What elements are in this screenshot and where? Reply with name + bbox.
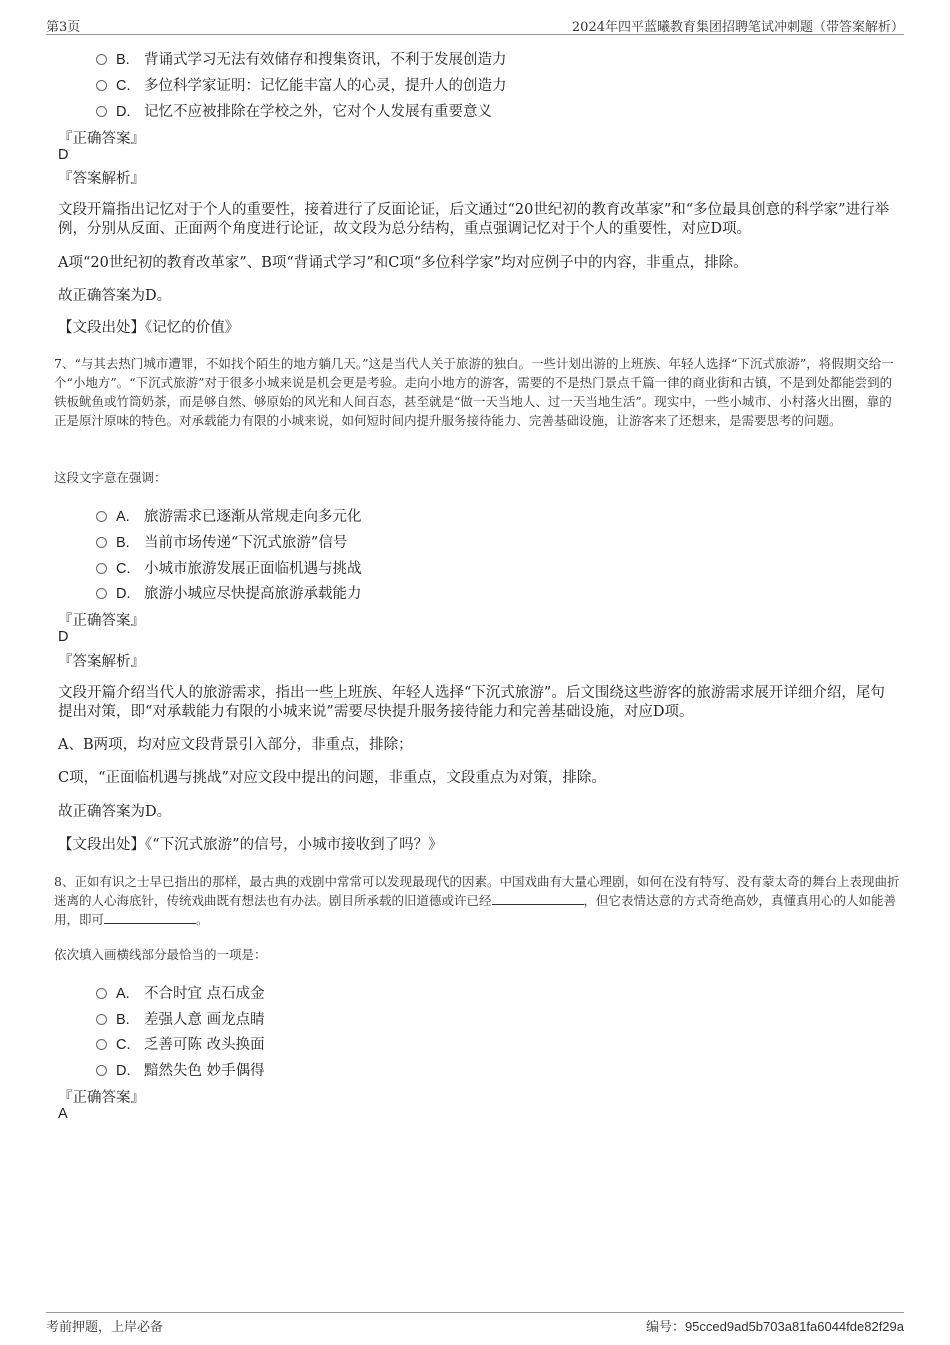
q8-option-c[interactable]: C. 乏善可陈 改头换面 [96, 1033, 265, 1054]
q7-option-d[interactable]: D. 旅游小城应尽快提高旅游承载能力 [96, 582, 362, 603]
document-title: 2024年四平蓝曦教育集团招聘笔试冲刺题（带答案解析） [571, 20, 904, 35]
radio-icon[interactable] [96, 80, 107, 91]
q7-source: 【文段出处】《“下沉式旅游”的信号，小城市接收到了吗？》 [58, 837, 443, 853]
q6-source: 【文段出处】《记忆的价值》 [58, 320, 240, 336]
q6-analysis-p3: 故正确答案为D。 [58, 288, 172, 304]
q7-analysis-p2: A、B两项，均对应文段背景引入部分，非重点，排除； [58, 737, 413, 753]
q6-analysis-p1: 文段开篇指出记忆对于个人的重要性，接着进行了反面论证，后文通过“20世纪初的教育改革家”和“多位最具创意的科学家”进行举例，分别从反面、正面两个角度进行论证，故文段为总分结构，重点强调记忆对于个人的重要性，对应D项。 [58, 202, 890, 237]
radio-icon[interactable] [96, 106, 107, 117]
q8-answer: A [58, 1106, 68, 1122]
q7-answer-label: 『正确答案』 [58, 613, 145, 629]
q6-answer: D [58, 147, 69, 163]
fill-blank-1[interactable] [492, 892, 584, 905]
radio-icon[interactable] [96, 1039, 107, 1050]
page-number: 第3页 [46, 20, 81, 35]
footer-slogan: 考前押题，上岸必备 [46, 1320, 164, 1335]
q6-analysis-label: 『答案解析』 [58, 171, 145, 187]
q7-analysis-p1: 文段开篇介绍当代人的旅游需求，指出一些上班族、年轻人选择“下沉式旅游”。后文围绕这些游客的旅游需求展开详细介绍，尾句提出对策，即“对承载能力有限的小城来说”需要尽快提升服务接待能力和完善基础设施，对应D项。 [58, 685, 885, 720]
q7-question: 7、“与其去热门城市遭罪，不如找个陌生的地方躺几天。”这是当代人关于旅游的独白。一些计划出游的上班族、年轻人选择“下沉式旅游”，将假期交给一个“小地方”。“下沉式旅游”对于很多小城来说是机会更是考验。走向小地方的游客，需要的不是热门景点千篇一律的商业街和古镇，不是到处都能尝到的铁板鱿鱼或竹筒奶茶，而是够自然、够原始的风光和人间百态，甚至就是“做一天当地人、过一天当地生活”。现实中，一些小城市、小村落火出圈，靠的正是原汁原味的特色。对承载能力有限的小城来说，如何短时间内提升服务接待能力、完善基础设施，让游客来了还想来，是需要思考的问题。 [54, 356, 894, 428]
radio-icon[interactable] [96, 511, 107, 522]
radio-icon[interactable] [96, 537, 107, 548]
radio-icon[interactable] [96, 588, 107, 599]
q6-answer-label: 『正确答案』 [58, 131, 145, 147]
page-header [46, 14, 904, 35]
q6-option-b[interactable]: B. 背诵式学习无法有效储存和搜集资讯，不利于发展创造力 [96, 48, 507, 69]
q8-option-b[interactable]: B. 差强人意 画龙点睛 [96, 1008, 265, 1029]
document-code: 编号：95cced9ad5b703a81fa6044fde82f29a [645, 1319, 904, 1335]
q6-option-c[interactable]: C. 多位科学家证明：记忆能丰富人的心灵，提升人的创造力 [96, 74, 507, 95]
q7-option-c[interactable]: C. 小城市旅游发展正面临机遇与挑战 [96, 557, 362, 578]
q7-answer: D [58, 629, 69, 645]
radio-icon[interactable] [96, 988, 107, 999]
q8-option-d[interactable]: D. 黯然失色 妙手偶得 [96, 1059, 265, 1080]
page-footer [46, 1312, 904, 1335]
q7-analysis-label: 『答案解析』 [58, 654, 145, 670]
q7-option-a[interactable]: A. 旅游需求已逐渐从常规走向多元化 [96, 505, 362, 526]
q7-option-b[interactable]: B. 当前市场传递“下沉式旅游”信号 [96, 531, 347, 552]
radio-icon[interactable] [96, 54, 107, 65]
radio-icon[interactable] [96, 1014, 107, 1025]
q7-analysis-p4: 故正确答案为D。 [58, 804, 172, 820]
radio-icon[interactable] [96, 1065, 107, 1076]
radio-icon[interactable] [96, 563, 107, 574]
q8-question: 8、正如有识之士早已指出的那样，最古典的戏剧中常常可以发现最现代的因素。中国戏曲有大量心理剧，如何在没有特写、没有蒙太奇的舞台上表现曲折迷离的人心海底针，传统戏曲既有想法也有办法。剧目所承载的旧道德或许已经 ，但它表情达意的方式奇绝高妙，真懂真用心的人如能善用，即可 。 [54, 874, 900, 927]
q6-analysis-p2: A项“20世纪初的教育改革家”、B项“背诵式学习”和C项“多位科学家”均对应例子中的内容，非重点，排除。 [58, 255, 748, 271]
q6-option-d[interactable]: D. 记忆不应被排除在学校之外，它对个人发展有重要意义 [96, 100, 492, 121]
q7-analysis-p3: C项，“正面临机遇与挑战”对应文段中提出的问题，非重点，文段重点为对策，排除。 [58, 770, 606, 786]
fill-blank-2[interactable] [104, 911, 196, 924]
q8-option-a[interactable]: A. 不合时宜 点石成金 [96, 982, 265, 1003]
q7-prompt: 这段文字意在强调： [54, 470, 167, 485]
q8-prompt: 依次填入画横线部分最恰当的一项是： [54, 947, 267, 962]
q8-answer-label: 『正确答案』 [58, 1090, 145, 1106]
